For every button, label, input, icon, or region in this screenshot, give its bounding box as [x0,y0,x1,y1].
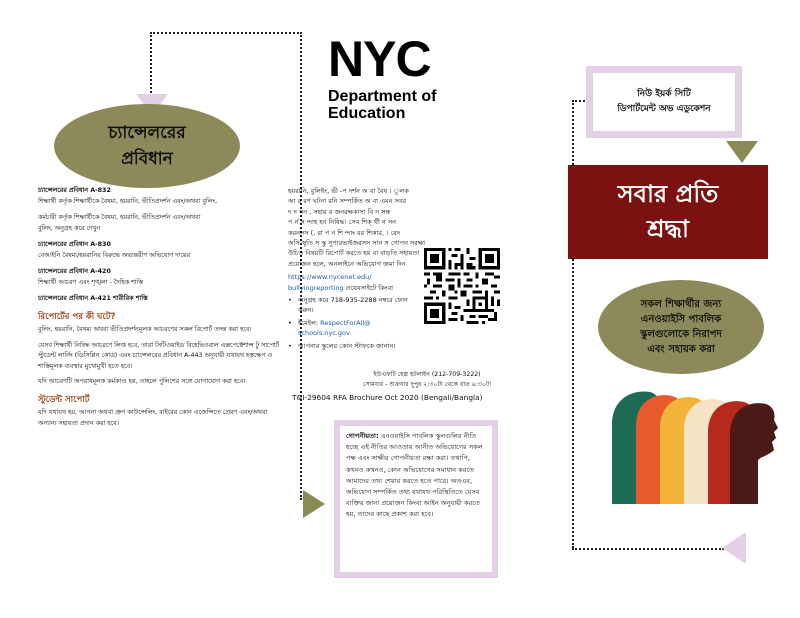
agency-line2: ডিপার্টমেন্ট অভ এডুকেশন [617,104,711,114]
faces-profile-icon [602,384,780,510]
reporting-url-line2[interactable]: bullyingreporting [288,283,344,292]
url-block [288,272,420,293]
regulation-text: কর্মচারী কর্তৃক শিক্ষার্থীকে বৈষম্য, হয়রানি, ভীতিপ্রদর্শন এবং/অথবা [38,214,201,221]
respect-for-all-title-box [568,165,768,259]
report-paragraph: বুলিং, হয়রানি, বৈষম্য অথবা ভীতিপ্রদর্শনমূলক আচরণের সকল রিপোর্ট তদন্ত করা হবে। [38,326,252,333]
confidentiality-text: এনওয়াইসি পাবলিক স্কুলগুলির নীতি হচ্ছে এই নীতির আওতায় আনীত অভিযোগের সকল পক্ষ এবং সাক্ষীর গোপনীয়তা রক্ষা করা। তথাপি, কখনও কখনও, কোন অভিযোগের সমাধান করতে আমাদের তথ্য শেয়ার করতে হতে পারে। অতএব, অভিযোগ সম্পর্কিত তথ্য যথাযথ পরিস্থিতিতে যেসব ব্যক্তির জানা প্রয়োজন কিংবা আইন অনুযায়ী করতে হয়, তাদের কাছে প্রকাশ করা হবে। [346,432,483,519]
support-heading: স্টুডেন্ট সাপোর্ট [38,394,90,405]
qr-code-icon[interactable] [424,248,500,324]
garbled-line: আ র রণ ঘটনা রনি সম্পর্কিত অ বা এমন সবর [288,197,407,206]
regulation-text: বেআইনি বৈষম্য/হয়রানির বিরুদ্ধে অভ্যন্তরীণ অভিযোগ দায়ের [38,251,191,259]
connector-top [150,32,302,34]
badge-title-line2: প্রবিধান [121,149,173,169]
list-item [288,295,420,316]
garbled-line: হয়রানি, বুলিইং, ভী -প দর্শন অ বা বৈষ । ূলক [288,187,409,195]
reporting-url-line1[interactable]: https://www.nycenet.edu/ [288,273,372,282]
report-intro: উচিত বিষয়টি রিপোর্ট করতে হয় বা বাড়তি সহায়তা প্রয়োজন হলে, অনলাইনে অভিযোগ জমা দিন [288,249,420,268]
garbled-line: অসি স্থৃতি স স্কু সুপারভাইজরসস সান স গোপন সরক্ষা [288,239,426,248]
subtitle-line: এনওয়াইসি পাবলিক [640,314,722,325]
email-label: ইমেইল: [298,318,321,327]
arrow-left-lavender-bottom [722,532,746,564]
regulation-heading: চ্যান্সেলরের প্রবিধান A-420 [38,268,111,275]
subtitle-line: সকল শিক্ষার্থীর জন্য [640,299,722,310]
regulation-text: বুলিং, অনুগ্রহ করে দেখুন [38,224,101,232]
subtitle-badge [598,280,764,374]
nyc-doe-logo [328,31,468,122]
agency-line1: নিউ ইয়র্ক সিটি [637,89,691,99]
garbled-line: প র্ন স ন্দাহ হব নিষিদ্ধ। সেব শিক্ র্থী ন সন [288,218,396,227]
confidentiality-label: গোপনীয়তা: [346,432,379,440]
badge-title-line1: চ্যান্সেলরের [108,123,186,143]
phone-bullet: অনুগ্রহ করে 718-935-2288 নম্বরে ফোন করুন। [298,296,408,315]
subtitle-line: এবং সহায়ক করা [647,344,715,355]
logo-dept-line1: Department of [328,88,437,105]
title-line2: শ্রদ্ধা [646,215,689,243]
regulation-text: শিক্ষার্থী আচরণ এবং শৃঙ্খলা - দৈহিক শাস্তি [38,278,144,286]
hotline-line2: সোমবার - শুক্রবার দুপুর ২:৩০টা থেকে রাত ৯:৩০টা [362,381,492,388]
support-paragraph: যদি যথাযথ হয়, আপনা অথবা গ্রুপ কাউন্সেলিং, বাইরের কোন এজেন্সিতে প্রেরণ এবং/অথবা অন্যান্য সহায়তা প্রদান করা হবে। [38,409,268,427]
report-paragraph: যদি আচরণটি অপরাধমূলক কর্মকাণ্ড হয়, তাহলে পুলিশের সঙ্গে যোগাযোগ করা হবে। [38,378,246,385]
arrow-right-olive-mid [303,490,325,518]
brochure-id: T&I-29604 RFA Brochure Oct 2020 (Bengali/Bangla) [292,393,483,402]
garbled-line: করনসস (, রা প ন শি ন্দাং রর শিকার, । রেদ [288,228,401,237]
arrow-down-olive-right [726,141,758,163]
email-link-part1[interactable]: RespectForAll@ [320,318,371,327]
hotline-line1: ইউএফটি হেল্প হটলাইন (212-709-3222) [373,371,481,378]
uft-hotline [352,370,502,390]
logo-nyc-text: NYC [328,31,431,87]
report-paragraph: যেসব শিক্ষার্থী নিষিদ্ধ আচরণে লিপ্ত হবে, তারা সিটিওয়াইড বিহেভিওরাল এক্সপেক্টেশান্স টু সাপোর্ট স্টুডেন্ট লার্নিং (ডিসিপ্লিন কোড) এবং চ্যান্সেলরের প্রবিধান A-443 অনুযায়ী যথাযথ হস্তক্ষেপ ও শাস্তিমূলক ব্যবস্থার মুখোমুখী হতে হবে। [38,341,280,370]
regulation-text: শিক্ষার্থী কর্তৃক শিক্ষার্থীকে বৈষম্য, হয়রানি, ভীতিপ্রদর্শন এবং/অথবা বুলিং, [38,197,218,205]
email-link-part2[interactable]: schools.nyc.gov [298,329,350,338]
contact-list [288,295,420,351]
url-suffix: ওয়েবসাইটে কিংবা [343,283,394,292]
garbled-line: দ দ সন , সহায় র জনরক্ষকাসা বি ন সন্ধ [288,207,391,216]
regulation-heading: চ্যান্সেলরের প্রবিধান A-832 [38,187,111,194]
agency-name-box [586,66,742,138]
regulation-heading: চ্যান্সেলরের প্রবিধান A-830 [38,241,111,248]
list-item [288,341,420,351]
regulations-column [38,186,286,429]
staff-bullet: আপনার স্কুলের কোন স্টাফকে জানান। [298,341,396,350]
logo-dept-line2: Education [328,105,406,122]
subtitle-line: স্কুলগুলোকে নিরাপদ [640,329,722,340]
confidentiality-box [334,420,498,578]
report-heading: রিপোর্টের পর কী ঘটে? [38,311,116,322]
regulation-heading: চ্যান্সেলরের প্রবিধান A-421 শারীরিক শাস্তি [38,295,148,302]
chancellor-regulations-badge [54,104,240,188]
list-item [288,318,420,339]
title-line1: সবার প্রতি [617,180,719,208]
connector-right-bottom [572,548,724,550]
